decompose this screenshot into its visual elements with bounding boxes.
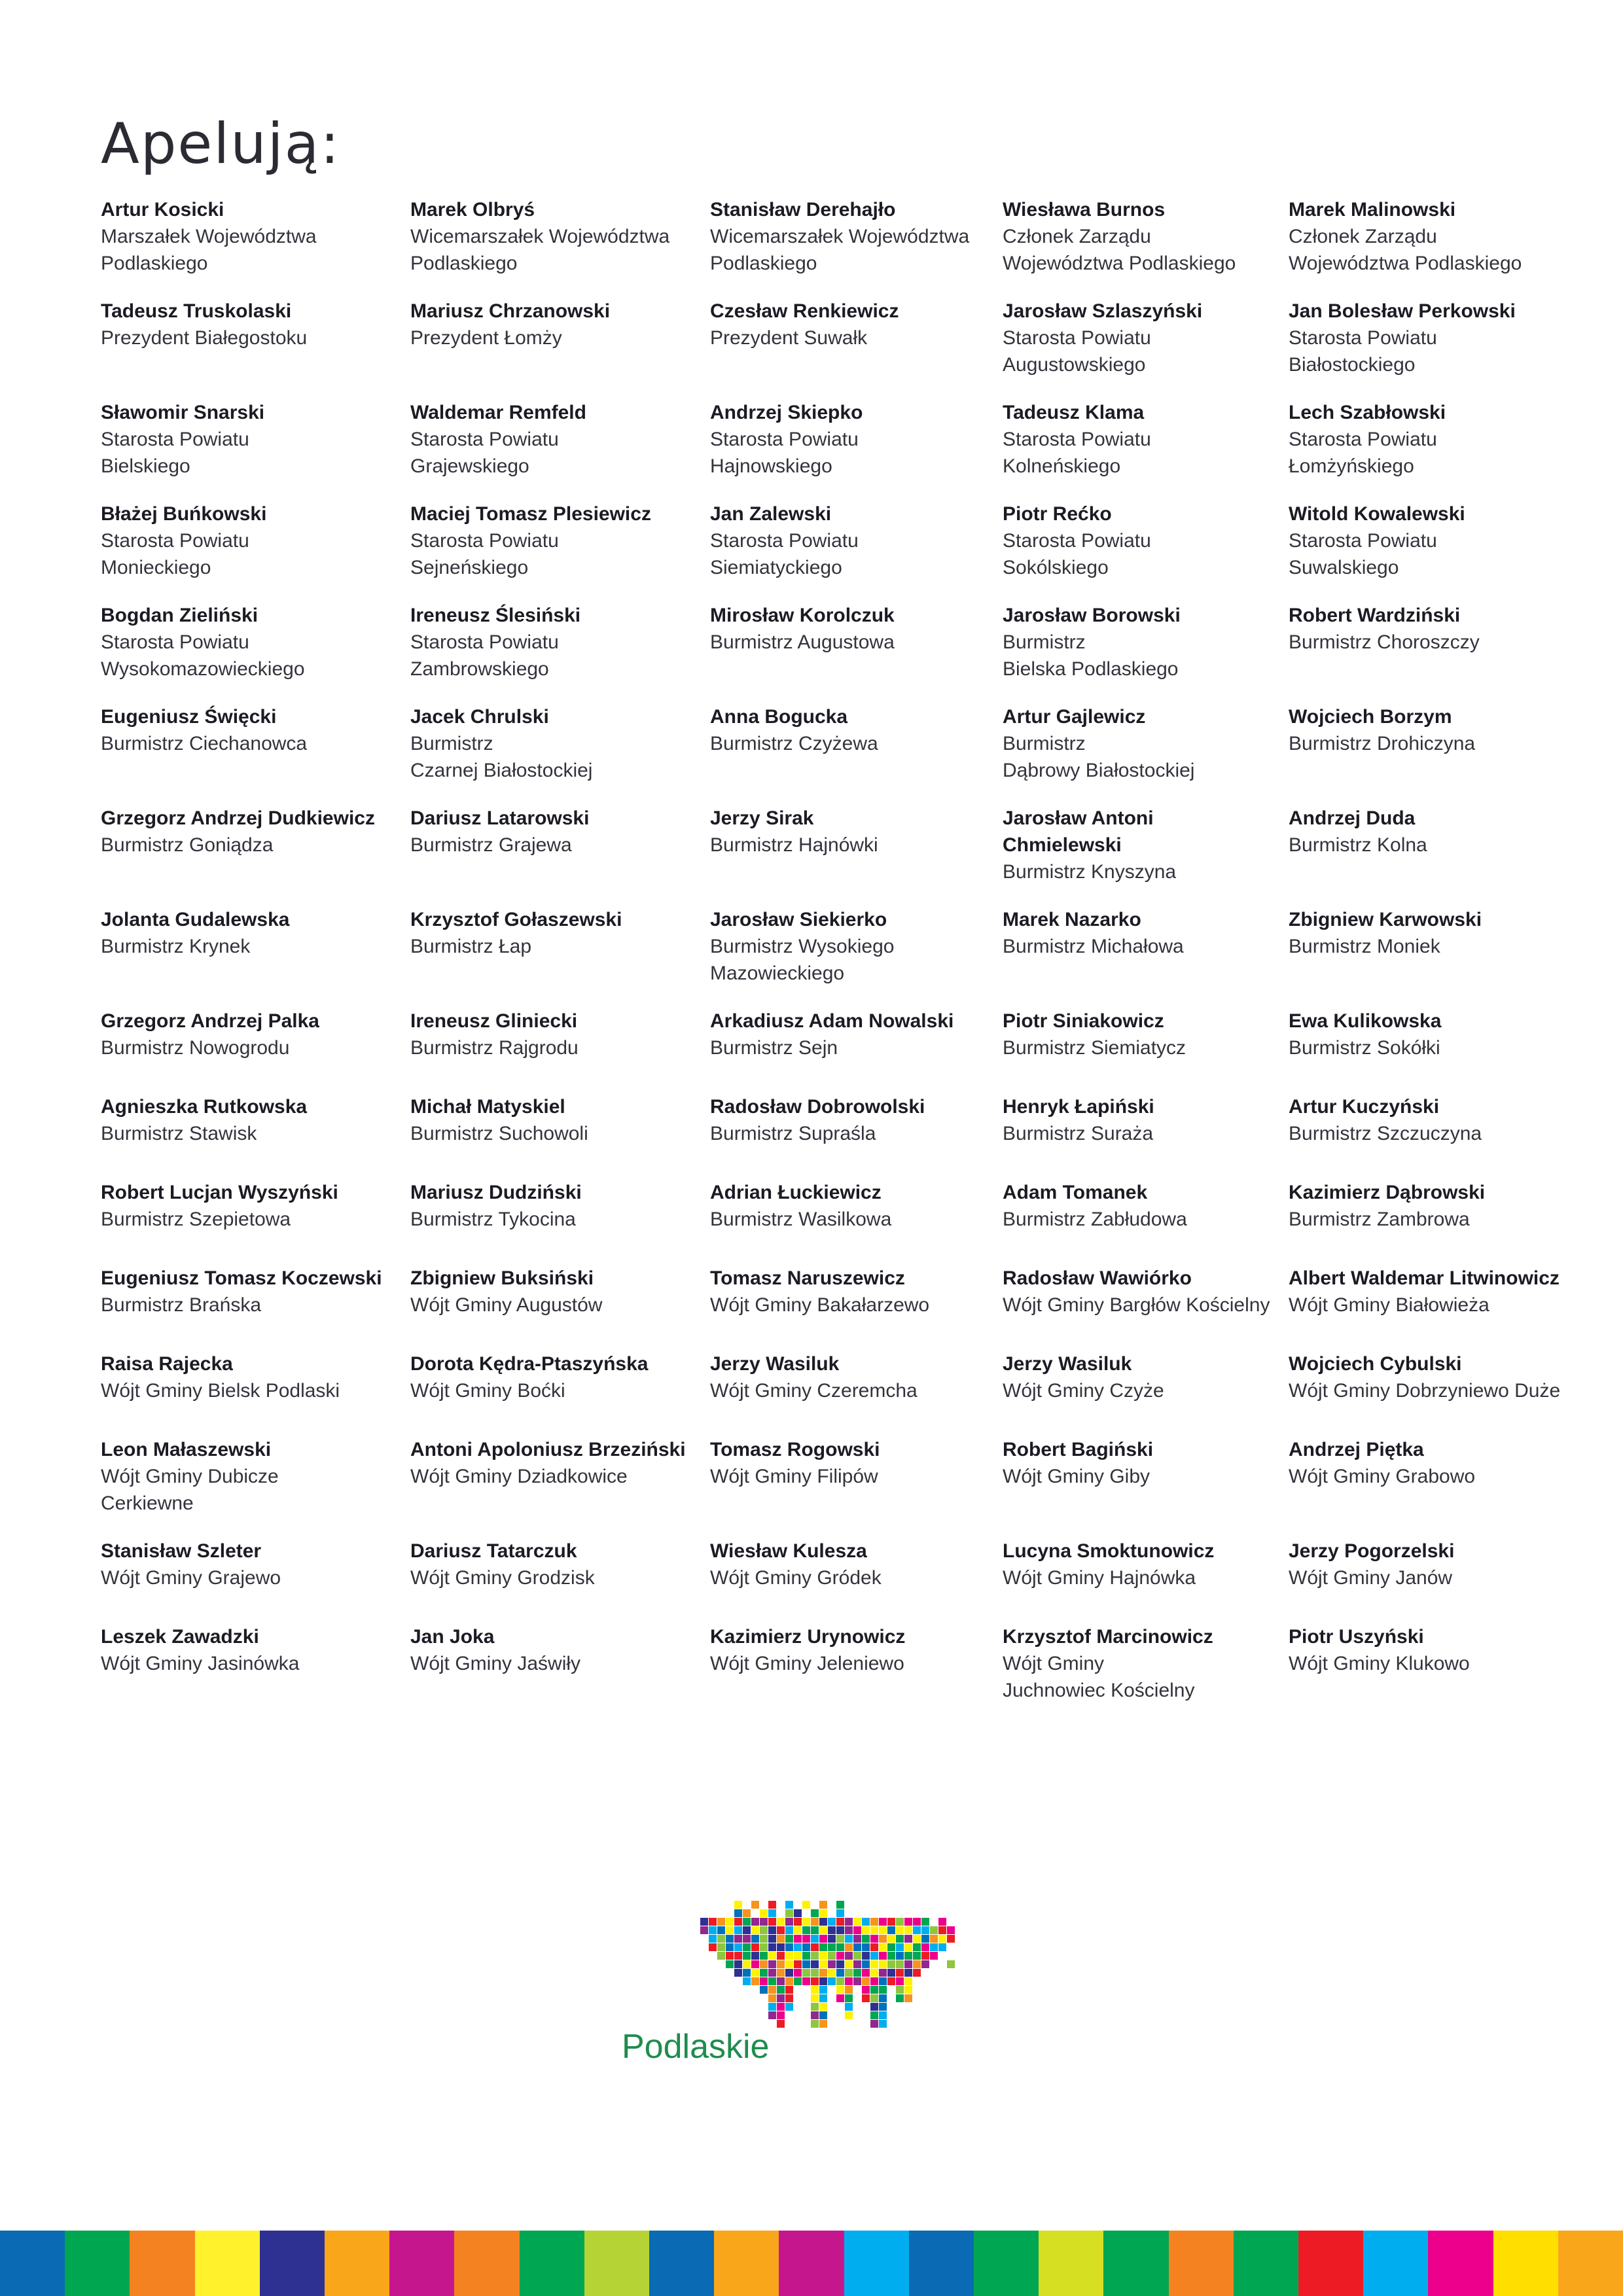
signatory-name: Jacek Chrulski (410, 706, 549, 728)
signatory-name: Piotr Siniakowicz (1003, 1010, 1164, 1032)
signatory-role: Wójt Gminy Bargłów Kościelny (1003, 1294, 1270, 1316)
signatory-role: Burmistrz Augustowa (710, 631, 895, 653)
signatory-role: Burmistrz Knyszyna (1003, 861, 1177, 883)
signatory (1289, 1093, 1606, 1179)
signatory-name: Ireneusz Ślesiński (410, 605, 581, 626)
signatory-role: Burmistrz Zambrowa (1289, 1209, 1470, 1230)
signatory-name: Raisa Rajecka (101, 1353, 233, 1375)
stripe-block (1039, 2231, 1103, 2296)
signatory-role: Starosta Powiatu Łomżyńskiego (1289, 429, 1437, 477)
signatory-role: Członek Zarządu Województwa Podlaskiego (1289, 226, 1522, 274)
signatory (1289, 1265, 1606, 1351)
signatory-name: Radosław Dobrowolski (710, 1096, 925, 1118)
signatory-role: Burmistrz Tykocina (410, 1209, 576, 1230)
stripe-block (1428, 2231, 1493, 2296)
signatory-role: Burmistrz Zabłudowa (1003, 1209, 1187, 1230)
stripe-block (389, 2231, 454, 2296)
signatory (710, 805, 1003, 906)
signatory-name: Błażej Buńkowski (101, 503, 267, 525)
signatory-role: Starosta Powiatu Monieckiego (101, 530, 249, 578)
signatory (1003, 1008, 1289, 1093)
stripe-block (1363, 2231, 1428, 2296)
signatory (101, 501, 410, 602)
stripe-block (1103, 2231, 1168, 2296)
signatory-name: Michał Matyskiel (410, 1096, 565, 1118)
signatory-name: Zbigniew Karwowski (1289, 909, 1482, 930)
signatory (410, 805, 710, 906)
signatory-name: Bogdan Zieliński (101, 605, 259, 626)
signatory-role: Wójt Gminy Dobrzyniewo Duże (1289, 1380, 1561, 1402)
signatory (710, 1623, 1003, 1725)
signatory-role: Starosta Powiatu Kolneńskiego (1003, 429, 1151, 477)
signatory-role: Wójt Gminy Klukowo (1289, 1653, 1470, 1674)
signatory-name: Tomasz Naruszewicz (710, 1267, 905, 1289)
signatory (1003, 501, 1289, 602)
signatory-name: Robert Bagiński (1003, 1439, 1154, 1460)
signatory-role: Burmistrz Szepietowa (101, 1209, 291, 1230)
signatory-role: Prezydent Białegostoku (101, 327, 308, 349)
signatory-role: Burmistrz Drohiczyna (1289, 733, 1476, 754)
signatory-name: Marek Olbryś (410, 199, 535, 221)
signatory (1289, 1008, 1606, 1093)
signatory-role: Burmistrz Goniądza (101, 834, 274, 856)
signatory-name: Jerzy Pogorzelski (1289, 1540, 1455, 1562)
signatory-name: Eugeniusz Święcki (101, 706, 277, 728)
signatory (710, 1093, 1003, 1179)
signatory-role: Wójt Gminy Juchnowiec Kościelny (1003, 1653, 1195, 1701)
signatory-name: Kazimierz Urynowicz (710, 1626, 906, 1648)
signatory-role: Burmistrz Suchowoli (410, 1123, 588, 1144)
signatory-name: Adrian Łuckiewicz (710, 1182, 882, 1203)
signatory (101, 1265, 410, 1351)
signatory (410, 1008, 710, 1093)
signatory-name: Antoni Apoloniusz Brzeziński (410, 1439, 686, 1460)
signatory (1003, 805, 1289, 906)
signatory-role: Burmistrz Hajnówki (710, 834, 878, 856)
signatory-role: Wójt Gminy Czeremcha (710, 1380, 918, 1402)
signatory (410, 1436, 710, 1538)
signatory (410, 501, 710, 602)
signatory-role: Wójt Gminy Augustów (410, 1294, 603, 1316)
signatory-name: Eugeniusz Tomasz Koczewski (101, 1267, 382, 1289)
stripe-block (1234, 2231, 1298, 2296)
stripe-block (779, 2231, 844, 2296)
signatory (1289, 1436, 1606, 1538)
signatory-role: Wójt Gminy Bakałarzewo (710, 1294, 930, 1316)
signatory (410, 399, 710, 501)
stripe-block (0, 2231, 65, 2296)
signatory (710, 1351, 1003, 1436)
signatory (1289, 1179, 1606, 1265)
signatory-role: Burmistrz Supraśla (710, 1123, 876, 1144)
signatory-name: Leon Małaszewski (101, 1439, 272, 1460)
signatory-name: Artur Gajlewicz (1003, 706, 1146, 728)
signatory-name: Andrzej Piętka (1289, 1439, 1424, 1460)
signatory-role: Starosta Powiatu Zambrowskiego (410, 631, 559, 680)
signatory-name: Stanisław Derehajło (710, 199, 896, 221)
signatory (410, 1623, 710, 1725)
signatory-name: Stanisław Szleter (101, 1540, 262, 1562)
stripe-block (260, 2231, 325, 2296)
signatory-role: Burmistrz Wysokiego Mazowieckiego (710, 936, 895, 984)
stripe-block (1169, 2231, 1234, 2296)
signatory (1289, 703, 1606, 805)
signatory-name: Ewa Kulikowska (1289, 1010, 1442, 1032)
signatory-role: Wójt Gminy Jaświły (410, 1653, 581, 1674)
signatory-role: Starosta Powiatu Wysokomazowieckiego (101, 631, 305, 680)
signatory-name: Albert Waldemar Litwinowicz (1289, 1267, 1560, 1289)
color-stripe-footer (0, 2231, 1623, 2296)
signatory (101, 1351, 410, 1436)
stripe-block (714, 2231, 779, 2296)
signatory-name: Jan Zalewski (710, 503, 832, 525)
signatory-name: Piotr Uszyński (1289, 1626, 1424, 1648)
signatory-role: Starosta Powiatu Augustowskiego (1003, 327, 1151, 376)
stripe-block (1493, 2231, 1558, 2296)
signatory-name: Ireneusz Gliniecki (410, 1010, 578, 1032)
stripe-block (584, 2231, 649, 2296)
logo-wordmark: Podlaskie (622, 2028, 770, 2066)
signatory (1003, 602, 1289, 703)
signatory (1289, 196, 1606, 298)
signatory (1289, 1623, 1606, 1725)
signatory-role: Burmistrz Dąbrowy Białostockiej (1003, 733, 1195, 781)
signatory (710, 1436, 1003, 1538)
signatory (410, 196, 710, 298)
signatory (101, 602, 410, 703)
signatory-name: Lucyna Smoktunowicz (1003, 1540, 1215, 1562)
signatory (410, 1265, 710, 1351)
signatory-name: Robert Lucjan Wyszyński (101, 1182, 338, 1203)
signatory (410, 1093, 710, 1179)
signatory-role: Wójt Gminy Bielsk Podlaski (101, 1380, 340, 1402)
signatory (1289, 399, 1606, 501)
signatory-name: Arkadiusz Adam Nowalski (710, 1010, 954, 1032)
stripe-block (974, 2231, 1039, 2296)
signatory-name: Marek Nazarko (1003, 909, 1141, 930)
stripe-block (325, 2231, 389, 2296)
signatory-name: Witold Kowalewski (1289, 503, 1465, 525)
signatory (101, 1179, 410, 1265)
signatory-role: Burmistrz Czarnej Białostockiej (410, 733, 593, 781)
signatory (710, 1179, 1003, 1265)
signatory-name: Mirosław Korolczuk (710, 605, 895, 626)
signatory (410, 298, 710, 399)
signatory (1003, 906, 1289, 1008)
signatory-name: Tadeusz Truskolaski (101, 300, 292, 322)
signatory-name: Jan Bolesław Perkowski (1289, 300, 1516, 322)
signatory-role: Prezydent Łomży (410, 327, 562, 349)
signatory-role: Starosta Powiatu Grajewskiego (410, 429, 559, 477)
signatory-name: Anna Bogucka (710, 706, 848, 728)
signatory (1289, 1538, 1606, 1623)
signatory-name: Sławomir Snarski (101, 402, 265, 423)
signatory-role: Starosta Powiatu Hajnowskiego (710, 429, 859, 477)
signatory-name: Zbigniew Buksiński (410, 1267, 594, 1289)
signatory (410, 1538, 710, 1623)
signatory-name: Agnieszka Rutkowska (101, 1096, 308, 1118)
signatory-role: Wójt Gminy Hajnówka (1003, 1567, 1196, 1589)
signatory-name: Piotr Rećko (1003, 503, 1112, 525)
signatory (101, 196, 410, 298)
signatory (1289, 501, 1606, 602)
signatory-name: Jarosław Borowski (1003, 605, 1181, 626)
signatory-name: Robert Wardziński (1289, 605, 1461, 626)
signatory-role: Burmistrz Bielska Podlaskiego (1003, 631, 1179, 680)
signatory (710, 1008, 1003, 1093)
signatory (101, 1436, 410, 1538)
signatory-name: Maciej Tomasz Plesiewicz (410, 503, 651, 525)
signatory-role: Burmistrz Szczuczyna (1289, 1123, 1482, 1144)
signatory-role: Wójt Gminy Giby (1003, 1466, 1150, 1487)
signatory (101, 1623, 410, 1725)
signatory-role: Wójt Gminy Dziadkowice (410, 1466, 628, 1487)
signatory (1003, 1351, 1289, 1436)
signatory-name: Czesław Renkiewicz (710, 300, 899, 322)
signatory-role: Burmistrz Sokółki (1289, 1037, 1440, 1059)
signatory-role: Burmistrz Sejn (710, 1037, 838, 1059)
signatory-role: Burmistrz Brańska (101, 1294, 262, 1316)
signatory-name: Jan Joka (410, 1626, 495, 1648)
signatory-name: Mariusz Chrzanowski (410, 300, 611, 322)
signatory (1289, 906, 1606, 1008)
signatory-role: Wójt Gminy Jasinówka (101, 1653, 300, 1674)
signatory-role: Marszałek Województwa Podlaskiego (101, 226, 317, 274)
signatory (1003, 196, 1289, 298)
signatory-role: Burmistrz Suraża (1003, 1123, 1154, 1144)
signatories-grid (101, 196, 1606, 1725)
signatory-role: Wicemarszałek Województwa Podlaskiego (710, 226, 970, 274)
signatory (1289, 298, 1606, 399)
signatory-name: Grzegorz Andrzej Palka (101, 1010, 319, 1032)
signatory (101, 399, 410, 501)
signatory-role: Wójt Gminy Dubicze Cerkiewne (101, 1466, 279, 1514)
signatory (710, 196, 1003, 298)
signatory-name: Wojciech Cybulski (1289, 1353, 1462, 1375)
signatory-role: Starosta Powiatu Bielskiego (101, 429, 249, 477)
signatory-role: Wójt Gminy Filipów (710, 1466, 878, 1487)
signatory-name: Tomasz Rogowski (710, 1439, 880, 1460)
signatory (710, 602, 1003, 703)
signatory (1003, 1093, 1289, 1179)
signatory (1003, 399, 1289, 501)
signatory (1003, 1538, 1289, 1623)
stripe-block (649, 2231, 714, 2296)
stripe-block (130, 2231, 194, 2296)
signatory (410, 1351, 710, 1436)
signatory-name: Jarosław Siekierko (710, 909, 887, 930)
signatory-name: Dariusz Latarowski (410, 807, 590, 829)
signatory (710, 906, 1003, 1008)
stripe-block (844, 2231, 909, 2296)
signatory (101, 703, 410, 805)
signatory (1003, 703, 1289, 805)
stripe-block (520, 2231, 584, 2296)
signatory-name: Dorota Kędra-Ptaszyńska (410, 1353, 649, 1375)
signatory-role: Burmistrz Rajgrodu (410, 1037, 579, 1059)
signatory (410, 602, 710, 703)
signatory-name: Jolanta Gudalewska (101, 909, 290, 930)
signatory-name: Mariusz Dudziński (410, 1182, 582, 1203)
signatory (410, 1179, 710, 1265)
signatory-role: Wójt Gminy Grodzisk (410, 1567, 595, 1589)
signatory-name: Andrzej Duda (1289, 807, 1416, 829)
signatory-role: Starosta Powiatu Sejneńskiego (410, 530, 559, 578)
signatory-name: Waldemar Remfeld (410, 402, 586, 423)
signatory-role: Starosta Powiatu Suwalskiego (1289, 530, 1437, 578)
signatory-name: Grzegorz Andrzej Dudkiewicz (101, 807, 375, 829)
signatory-role: Burmistrz Wasilkowa (710, 1209, 892, 1230)
signatory-name: Wiesława Burnos (1003, 199, 1166, 221)
signatory-name: Krzysztof Marcinowicz (1003, 1626, 1213, 1648)
signatory-name: Dariusz Tatarczuk (410, 1540, 577, 1562)
signatory (101, 1008, 410, 1093)
signatory (1003, 1436, 1289, 1538)
signatory (1003, 1265, 1289, 1351)
signatory-role: Starosta Powiatu Białostockiego (1289, 327, 1437, 376)
signatory-role: Wójt Gminy Czyże (1003, 1380, 1164, 1402)
signatory-role: Burmistrz Stawisk (101, 1123, 257, 1144)
signatory (1003, 298, 1289, 399)
signatory (710, 399, 1003, 501)
signatory (710, 1538, 1003, 1623)
signatory (101, 805, 410, 906)
signatory-name: Kazimierz Dąbrowski (1289, 1182, 1486, 1203)
signatory-name: Radosław Wawiórko (1003, 1267, 1192, 1289)
signatory-name: Artur Kosicki (101, 199, 224, 221)
signatory-role: Wójt Gminy Janów (1289, 1567, 1453, 1589)
signatory-name: Leszek Zawadzki (101, 1626, 259, 1648)
signatory-name: Artur Kuczyński (1289, 1096, 1440, 1118)
signatory (710, 703, 1003, 805)
signatory-role: Prezydent Suwałk (710, 327, 868, 349)
signatory-role: Burmistrz Siemiatycz (1003, 1037, 1186, 1059)
signatory-role: Burmistrz Ciechanowca (101, 733, 308, 754)
signatory-role: Wójt Gminy Gródek (710, 1567, 882, 1589)
signatory-role: Burmistrz Nowogrodu (101, 1037, 290, 1059)
signatory-role: Wójt Gminy Grajewo (101, 1567, 281, 1589)
signatory (410, 906, 710, 1008)
signatory-name: Adam Tomanek (1003, 1182, 1148, 1203)
signatory-role: Wójt Gminy Grabowo (1289, 1466, 1476, 1487)
signatory-name: Tadeusz Klama (1003, 402, 1145, 423)
signatory-role: Burmistrz Łap (410, 936, 532, 957)
signatory (710, 501, 1003, 602)
signatory-role: Starosta Powiatu Sokólskiego (1003, 530, 1151, 578)
signatory-role: Burmistrz Moniek (1289, 936, 1440, 957)
stripe-block (195, 2231, 260, 2296)
signatory-name: Jarosław Szlaszyński (1003, 300, 1203, 322)
signatory-name: Jarosław Antoni Chmielewski (1003, 807, 1154, 856)
signatory-role: Członek Zarządu Województwa Podlaskiego (1003, 226, 1236, 274)
signatory-name: Lech Szabłowski (1289, 402, 1446, 423)
stripe-block (909, 2231, 974, 2296)
signatory-name: Wojciech Borzym (1289, 706, 1452, 728)
signatory (1003, 1623, 1289, 1725)
signatory (1289, 602, 1606, 703)
signatory (710, 298, 1003, 399)
signatory-name: Jerzy Wasiluk (1003, 1353, 1132, 1375)
signatory-name: Marek Malinowski (1289, 199, 1456, 221)
signatory-name: Wiesław Kulesza (710, 1540, 867, 1562)
signatory-role: Burmistrz Czyżewa (710, 733, 878, 754)
signatory-name: Jerzy Wasiluk (710, 1353, 840, 1375)
signatory-role: Wójt Gminy Boćki (410, 1380, 565, 1402)
signatory (101, 906, 410, 1008)
stripe-block (1298, 2231, 1363, 2296)
podlaskie-logo (622, 1901, 955, 2071)
page-title: Apelują: (101, 111, 341, 177)
signatory-role: Burmistrz Krynek (101, 936, 251, 957)
signatory-name: Andrzej Skiepko (710, 402, 863, 423)
signatory (410, 703, 710, 805)
signatory-role: Burmistrz Kolna (1289, 834, 1427, 856)
signatory (101, 1538, 410, 1623)
signatory-name: Krzysztof Gołaszewski (410, 909, 622, 930)
stripe-block (65, 2231, 130, 2296)
stripe-block (454, 2231, 519, 2296)
signatory-name: Henryk Łapiński (1003, 1096, 1154, 1118)
signatory (1289, 1351, 1606, 1436)
signatory-role: Wójt Gminy Białowieża (1289, 1294, 1489, 1316)
signatory (1289, 805, 1606, 906)
signatory-role: Burmistrz Choroszczy (1289, 631, 1480, 653)
signatory-role: Burmistrz Michałowa (1003, 936, 1184, 957)
signatory (101, 1093, 410, 1179)
signatory (710, 1265, 1003, 1351)
signatory-role: Burmistrz Grajewa (410, 834, 572, 856)
signatory-role: Starosta Powiatu Siemiatyckiego (710, 530, 859, 578)
signatory (1003, 1179, 1289, 1265)
signatory-name: Jerzy Sirak (710, 807, 814, 829)
signatory-role: Wójt Gminy Jeleniewo (710, 1653, 904, 1674)
signatory (101, 298, 410, 399)
signatory-role: Wicemarszałek Województwa Podlaskiego (410, 226, 670, 274)
stripe-block (1558, 2231, 1623, 2296)
